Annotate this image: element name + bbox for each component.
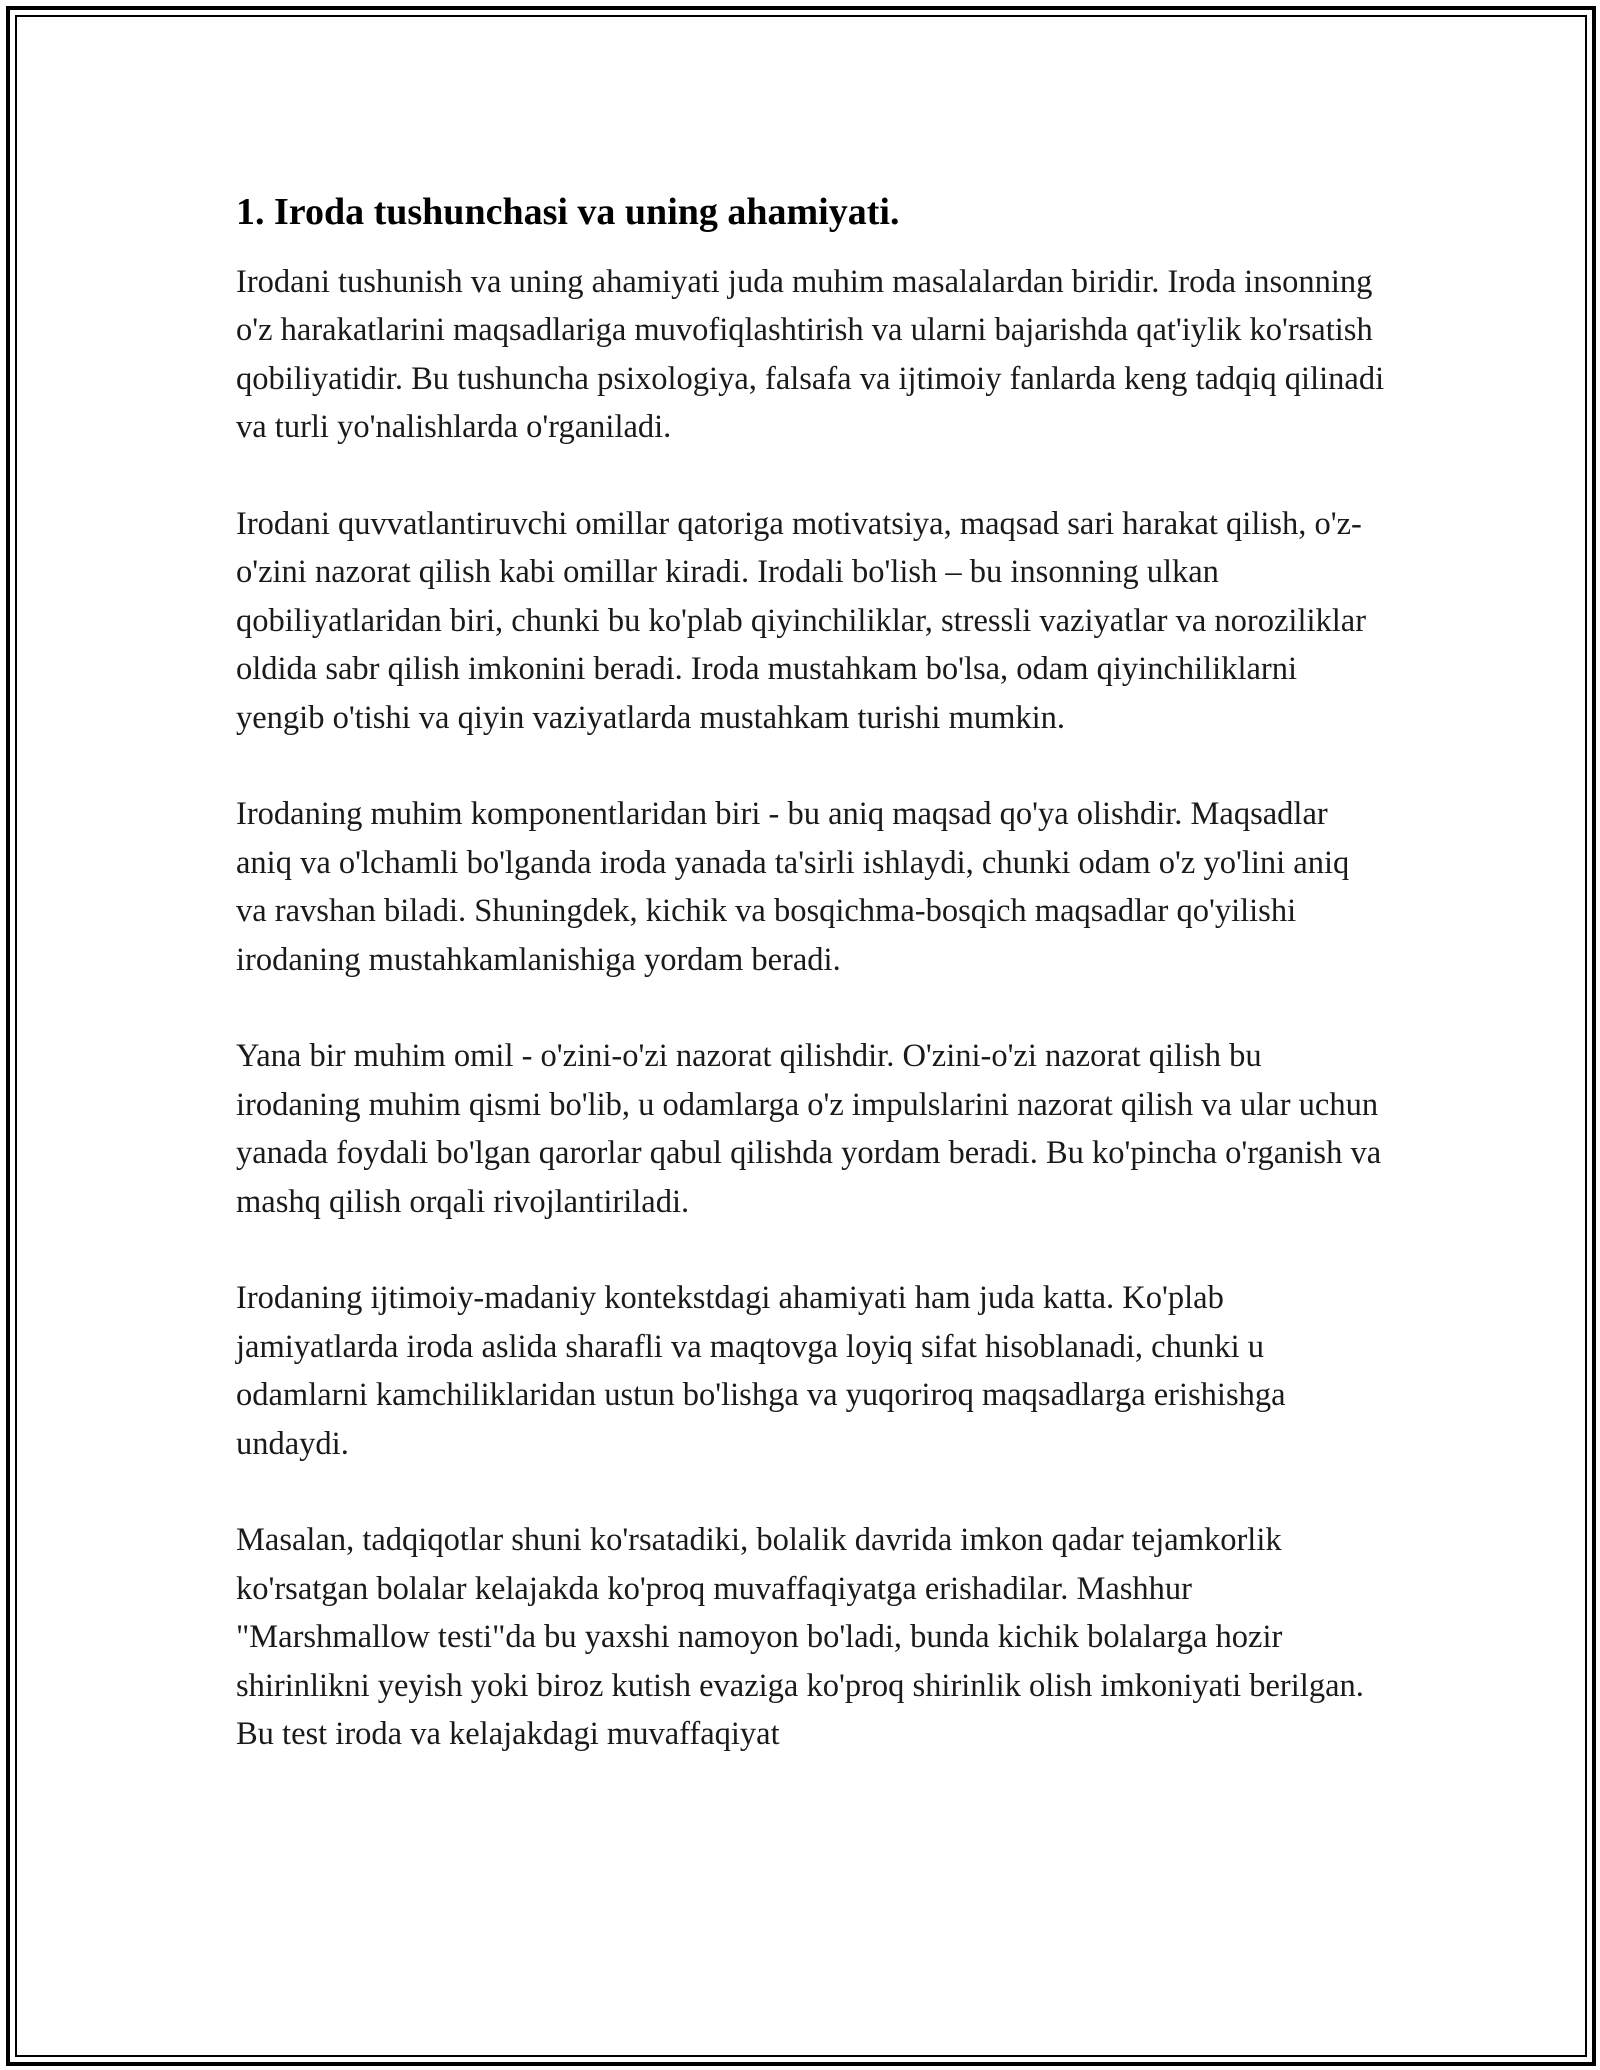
paragraph-2: Irodani quvvatlantiruvchi omillar qatoriga motivatsiya, maqsad sari harakat qilish, o'z-o'zini nazorat qilish kabi omillar kiradi. Irodali bo'lish – bu insonning ulkan qobiliyatlaridan biri, chunki bu ko'plab qiyinchiliklar, stressli vaziyatlar va noroziliklar oldida sabr qilish imkonini beradi. Iroda mustahkam bo'lsa, odam qiyinchiliklarni yengib o'tishi va qiyin vaziyatlarda mustahkam turishi mumkin. (236, 506, 1367, 736)
paragraph-5: Irodaning ijtimoiy-madaniy kontekstdagi ahamiyati ham juda katta. Ko'plab jamiyatlarda iroda aslida sharafli va maqtovga loyiq sifat hisoblanadi, chunki u odamlarni kamchiliklaridan ustun bo'lishga va yuqoriroq maqsadlarga erishishga undaydi. (236, 1280, 1286, 1462)
paragraph-3: Irodaning muhim komponentlaridan biri - bu aniq maqsad qo'ya olishdir. Maqsadlar aniq va o'lchamli bo'lganda iroda yanada ta'sirli ishlaydi, chunki odam o'z yo'lini aniq va ravshan biladi. Shuningdek, kichik va bosqichma-bosqich maqsadlar qo'yilishi irodaning mustahkamlanishiga yordam beradi. (236, 796, 1350, 978)
paragraph-1: Irodani tushunish va uning ahamiyati juda muhim masalalardan biridir. Iroda insonning o'z harakatlarini maqsadlariga muvofiqlashtirish va ularni bajarishda qat'iylik ko'rsatish qobiliyatidir. Bu tushuncha psixologiya, falsafa va ijtimoiy fanlarda keng tadqiq qilinadi va turli yo'nalishlarda o'rganiladi. (236, 264, 1385, 446)
paragraph-4: Yana bir muhim omil - o'zini-o'zi nazorat qilishdir. O'zini-o'zi nazorat qilish bu irodaning muhim qismi bo'lib, u odamlarga o'z impulslarini nazorat qilish va ular uchun yanada foydali bo'lgan qarorlar qabul qilishda yordam beradi. Bu ko'pincha o'rganish va mashq qilish orqali rivojlantiriladi. (236, 1038, 1382, 1220)
document-body (236, 188, 1386, 1759)
paragraph-6: Masalan, tadqiqotlar shuni ko'rsatadiki, bolalik davrida imkon qadar tejamkorlik ko'rsatgan bolalar kelajakda ko'proq muvaffaqiyatga erishadilar. Mashhur "Marshmallow testi"da bu yaxshi namoyon bo'ladi, bunda kichik bolalarga hozir shirinlikni yeyish yoki biroz kutish evaziga ko'proq shirinlik olish imkoniyati berilgan. Bu test iroda va kelajakdagi muvaffaqiyat (236, 1522, 1364, 1753)
section-heading: 1. Iroda tushunchasi va uning ahamiyati. (236, 191, 900, 233)
